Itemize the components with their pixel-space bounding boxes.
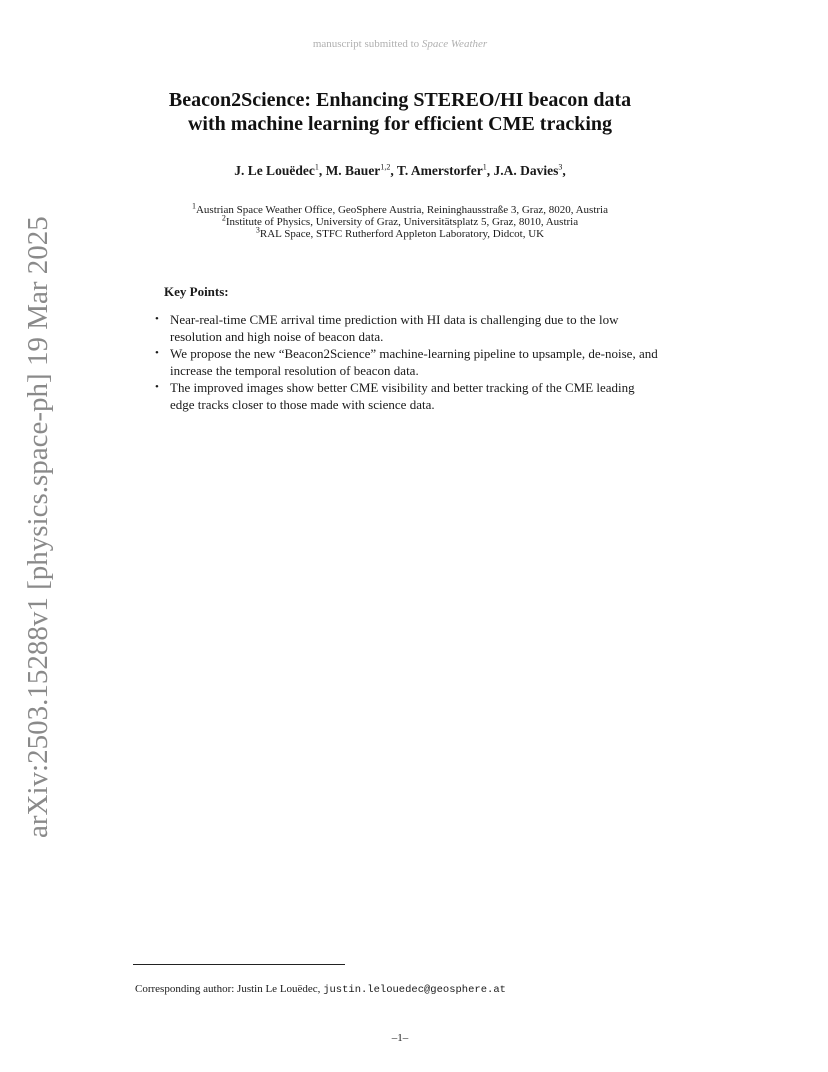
affiliation-text: Austrian Space Weather Office, GeoSphere Austria, Reininghausstraße 3, Graz, 8020, Austria xyxy=(195,204,608,216)
author-affiliation-mark: 3 xyxy=(558,162,563,172)
bullet-icon: • xyxy=(155,381,159,393)
author-name: J.A. Davies xyxy=(493,163,559,178)
affiliation xyxy=(0,201,800,216)
affiliation-mark: 3 xyxy=(255,225,260,235)
affiliation xyxy=(0,213,800,228)
affiliation-mark: 1 xyxy=(191,201,196,211)
key-point-text: Near-real-time CME arrival time prediction with HI data is challenging due to the low resolution and high noise of beacon data. xyxy=(170,312,619,344)
author-name: T. Amerstorfer xyxy=(396,163,483,178)
affiliations xyxy=(0,201,800,240)
affiliation-text: Institute of Physics, University of Graz, Universitätsplatz 5, Graz, 8010, Austria xyxy=(225,216,579,228)
header-prefix: manuscript submitted to xyxy=(312,38,420,50)
corresponding-author-email[interactable]: justin.lelouedec@geosphere.at xyxy=(323,984,506,996)
key-point-item xyxy=(155,345,660,379)
bullet-icon: • xyxy=(155,313,159,325)
key-point-item xyxy=(155,311,660,345)
key-point-text: We propose the new “Beacon2Science” machine-learning pipeline to upsample, de-noise, and increase the temporal resolution of beacon data. xyxy=(170,346,658,378)
page-number: –1– xyxy=(391,1032,409,1044)
key-points-heading: Key Points: xyxy=(164,284,229,299)
key-point-text: The improved images show better CME visibility and better tracking of the CME leading edge tracks closer to those made with science data. xyxy=(170,380,635,412)
affiliation xyxy=(0,225,800,240)
affiliation-mark: 2 xyxy=(221,213,226,223)
author-affiliation-mark: 1,2 xyxy=(380,162,391,172)
key-points-list xyxy=(155,311,660,413)
affiliation-text: RAL Space, STFC Rutherford Appleton Laboratory, Didcot, UK xyxy=(259,228,545,240)
key-point-item xyxy=(155,379,660,413)
header-journal: Space Weather xyxy=(421,38,488,50)
author-list: J. Le Louëdec$^1$, M. Bauer$^{1,2}$, T. Amerstorfer$^1$, J.A. Davies$^3$, xyxy=(234,162,566,178)
author-name: M. Bauer xyxy=(325,163,381,178)
corresponding-author-footnote xyxy=(135,983,506,996)
author-name: J. Le Louëdec xyxy=(234,163,315,178)
footnote-rule xyxy=(133,964,345,965)
author-affiliation-mark: 1 xyxy=(482,162,487,172)
title-line-1: Beacon2Science: Enhancing STEREO/HI beacon data xyxy=(168,89,632,111)
paper-title xyxy=(0,88,800,136)
author-affiliation-mark: 1 xyxy=(314,162,319,172)
running-header xyxy=(0,38,800,50)
arxiv-identifier: arXiv:2503.15288v1 [physics.space-ph] 19 Mar 2025 xyxy=(22,216,54,838)
bullet-icon: • xyxy=(155,347,159,359)
footnote-label: Corresponding author: Justin Le Louëdec, xyxy=(135,983,321,995)
title-line-2: with machine learning for efficient CME tracking xyxy=(187,113,612,135)
